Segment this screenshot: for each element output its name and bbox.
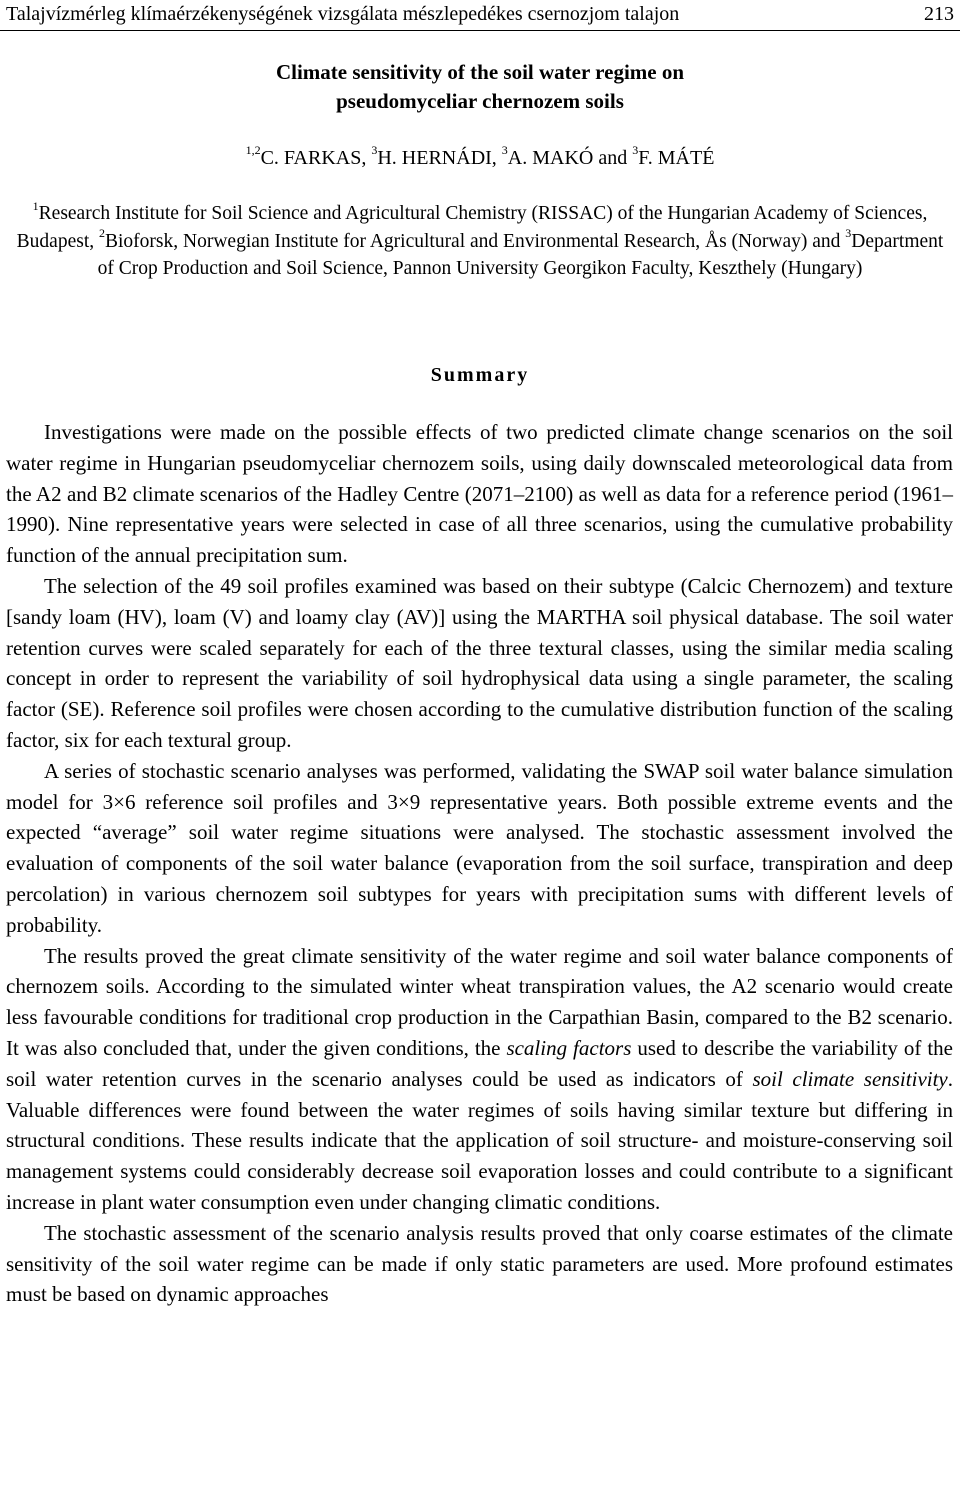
- running-title: Talajvízmérleg klímaérzékenységének vizsgálata mészlepedékes csernozjom talajon: [6, 3, 680, 25]
- author-affiliation-mark: 1,2: [245, 143, 261, 158]
- author-name: C. FARKAS,: [260, 147, 372, 169]
- summary-heading: Summary: [430, 364, 530, 386]
- author-affiliation-mark: 3: [371, 143, 378, 158]
- author-affiliation-mark: 3: [632, 143, 639, 158]
- affiliations: [10, 200, 950, 283]
- summary-body: [6, 417, 953, 1310]
- summary-paragraph: The selection of the 49 soil profiles examined was based on their subtype (Calcic Chernozem) and texture [sandy loam (HV), loam (V) and loamy clay (AV)] using the MARTHA soil physical database. The soil water retention curves were scaled separately for each of the three textural classes, using the similar media scaling concept in order to represent the variability of soil hydrophysical data using a single parameter, the scaling factor (SE). Reference soil profiles were chosen according to the cumulative distribution function of the scaling factor, six for each textural group.: [6, 573, 953, 752]
- author-name: F. MÁTÉ: [638, 147, 715, 169]
- paragraph-text: . Valuable differences were found between the water regimes of soils having similar texture but differing in structural conditions. These results indicate that the application of soil structure- and moisture-conserving soil management systems could considerably decrease soil evaporation losses and could contribute to a significant increase in plant water consumption even under changing climatic conditions.: [6, 1066, 954, 1214]
- author-list: [0, 145, 960, 171]
- author-name: H. HERNÁDI,: [377, 147, 502, 169]
- summary-paragraph: A series of stochastic scenario analyses was performed, validating the SWAP soil water balance simulation model for 3×6 reference soil profiles and 3×9 representative years. Both possible extreme events and the expected “average” soil water regime situations were analysed. The stochastic assessment involved the evaluation of components of the soil water balance (evaporation from the soil surface, transpiration and deep percolation) in various chernozem soil subtypes for years with precipitation sums with different levels of probability.: [6, 758, 953, 937]
- paragraph-text: used to describe the variability of the soil water retention curves in the scenario analyses could be used as indicators of: [6, 1035, 953, 1091]
- summary-paragraph: [6, 941, 953, 1218]
- affiliation-text: Department of Crop Production and Soil Science, Pannon University Georgikon Faculty, Keszthely (Hungary): [97, 230, 944, 279]
- affiliation-mark: 3: [845, 226, 852, 240]
- affiliation-text: Research Institute for Soil Science and Agricultural Chemistry (RISSAC) of the Hungarian Academy of Sciences, Budapest,: [16, 203, 928, 252]
- page-number: 213: [924, 3, 954, 25]
- affiliation-mark: 1: [32, 198, 39, 213]
- paper-title: [0, 58, 960, 116]
- summary-paragraph: The stochastic assessment of the scenario analysis results proved that only coarse estimates of the climate sensitivity of the soil water regime can be made if only static parameters are used. More profound estimates must be based on dynamic approaches: [6, 1220, 953, 1307]
- author-affiliation-mark: 3: [501, 143, 508, 158]
- paper-title-line-1: Climate sensitivity of the soil water regime on: [275, 60, 685, 84]
- author-name: A. MAKÓ and: [507, 147, 633, 169]
- affiliation-text: Bioforsk, Norwegian Institute for Agricultural and Environmental Research, Ås (Norway) and: [105, 230, 846, 252]
- affiliation-mark: 2: [99, 226, 105, 240]
- paper-title-line-2: pseudomyceliar chernozem soils: [336, 89, 624, 113]
- summary-paragraph: Investigations were made on the possible effects of two predicted climate change scenarios on the soil water regime in Hungarian pseudomyceliar chernozem soils, using daily downscaled meteorological data from the A2 and B2 climate scenarios of the Hadley Centre (2071–2100) as well as data for a reference period (1961–1990). Nine representative years were selected in case of all three scenarios, using the cumulative probability function of the annual precipitation sum.: [6, 420, 953, 568]
- paragraph-text: The results proved the great climate sensitivity of the water regime and soil water balance components of chernozem soils. According to the simulated winter wheat transpiration values, the A2 scenario would create less favourable conditions for traditional crop production in the Carpathian Basin, compared to the B2 scenario. It was also concluded that, under the given conditions, the: [6, 943, 953, 1060]
- emphasis-scaling-factors: scaling factors: [506, 1035, 632, 1060]
- emphasis-soil-climate-sensitivity: soil climate sensitivity: [752, 1066, 948, 1091]
- running-header: [0, 0, 960, 31]
